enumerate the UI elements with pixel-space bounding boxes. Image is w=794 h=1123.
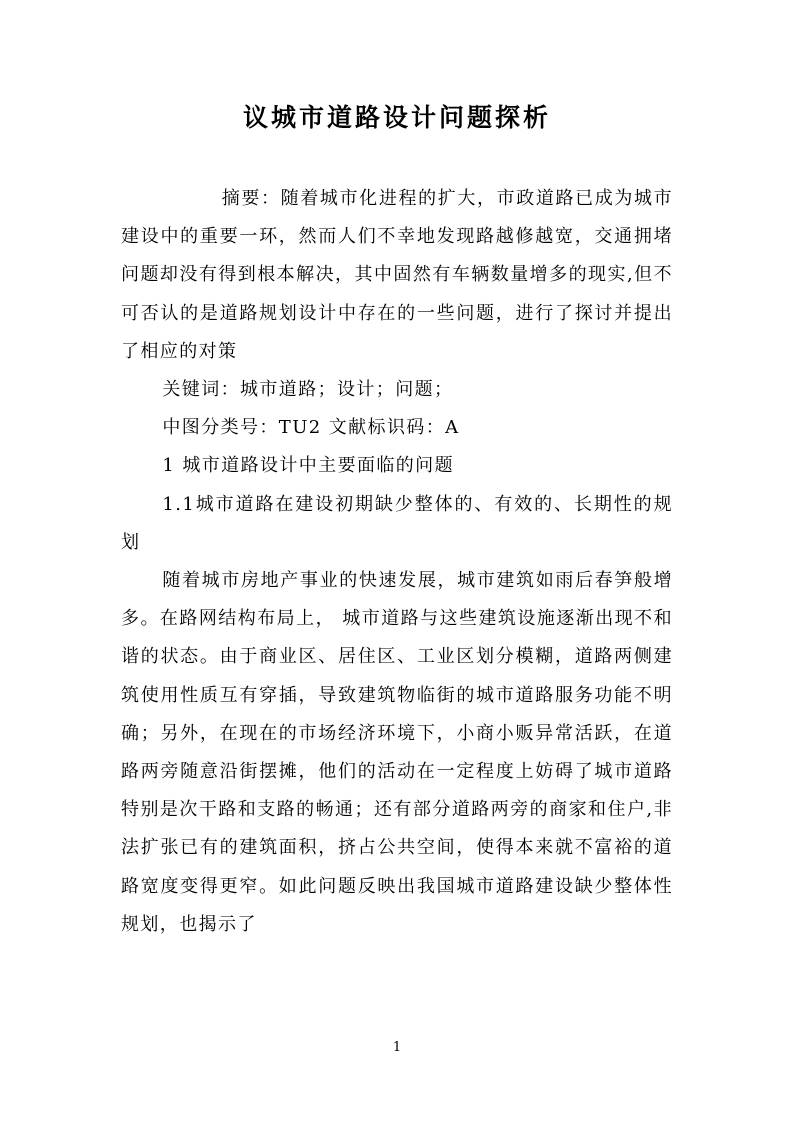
document-body — [121, 180, 673, 944]
keywords-line: 关键词：城市道路；设计；问题； — [162, 379, 454, 401]
abstract-paragraph: 摘要：随着城市化进程的扩大，市政道路已成为城市建设中的重要一环，然而人们不幸地发现路越修越宽，交通拥堵问题却没有得到根本解决，其中固然有车辆数量增多的现实,但不可否认的是道路规划设计中存在的一些问题，进行了探讨并提出了相应的对策 — [121, 188, 673, 362]
classification-line: 中图分类号：TU2 文献标识码：A — [162, 417, 460, 439]
document-title: 议城市道路设计问题探析 — [242, 103, 551, 132]
page-number: 1 — [392, 1040, 402, 1055]
section-1-1-heading: 1.1城市道路在建设初期缺少整体的、有效的、长期性的规划 — [121, 493, 673, 553]
section-1-1-paragraph: 随着城市房地产事业的快速发展，城市建筑如雨后春笋般增多。在路网结构布局上， 城市道路与这些建筑设施逐渐出现不和谐的状态。由于商业区、居住区、工业区划分模糊，道路两侧建筑使用性质互有穿插，导致建筑物临街的城市道路服务功能不明确；另外，在现在的市场经济环境下，小商小贩异常活跃，在道路两旁随意沿街摆摊，他们的活动在一定程度上妨碍了城市道路特别是次干路和支路的畅通；还有部分道路两旁的商家和住户,非法扩张已有的建筑面积，挤占公共空间，使得本来就不富裕的道路宽度变得更窄。如此问题反映出我国城市道路建设缺少整体性规划，也揭示了 — [121, 570, 673, 935]
section-1-heading: 1 城市道路设计中主要面临的问题 — [162, 455, 454, 477]
